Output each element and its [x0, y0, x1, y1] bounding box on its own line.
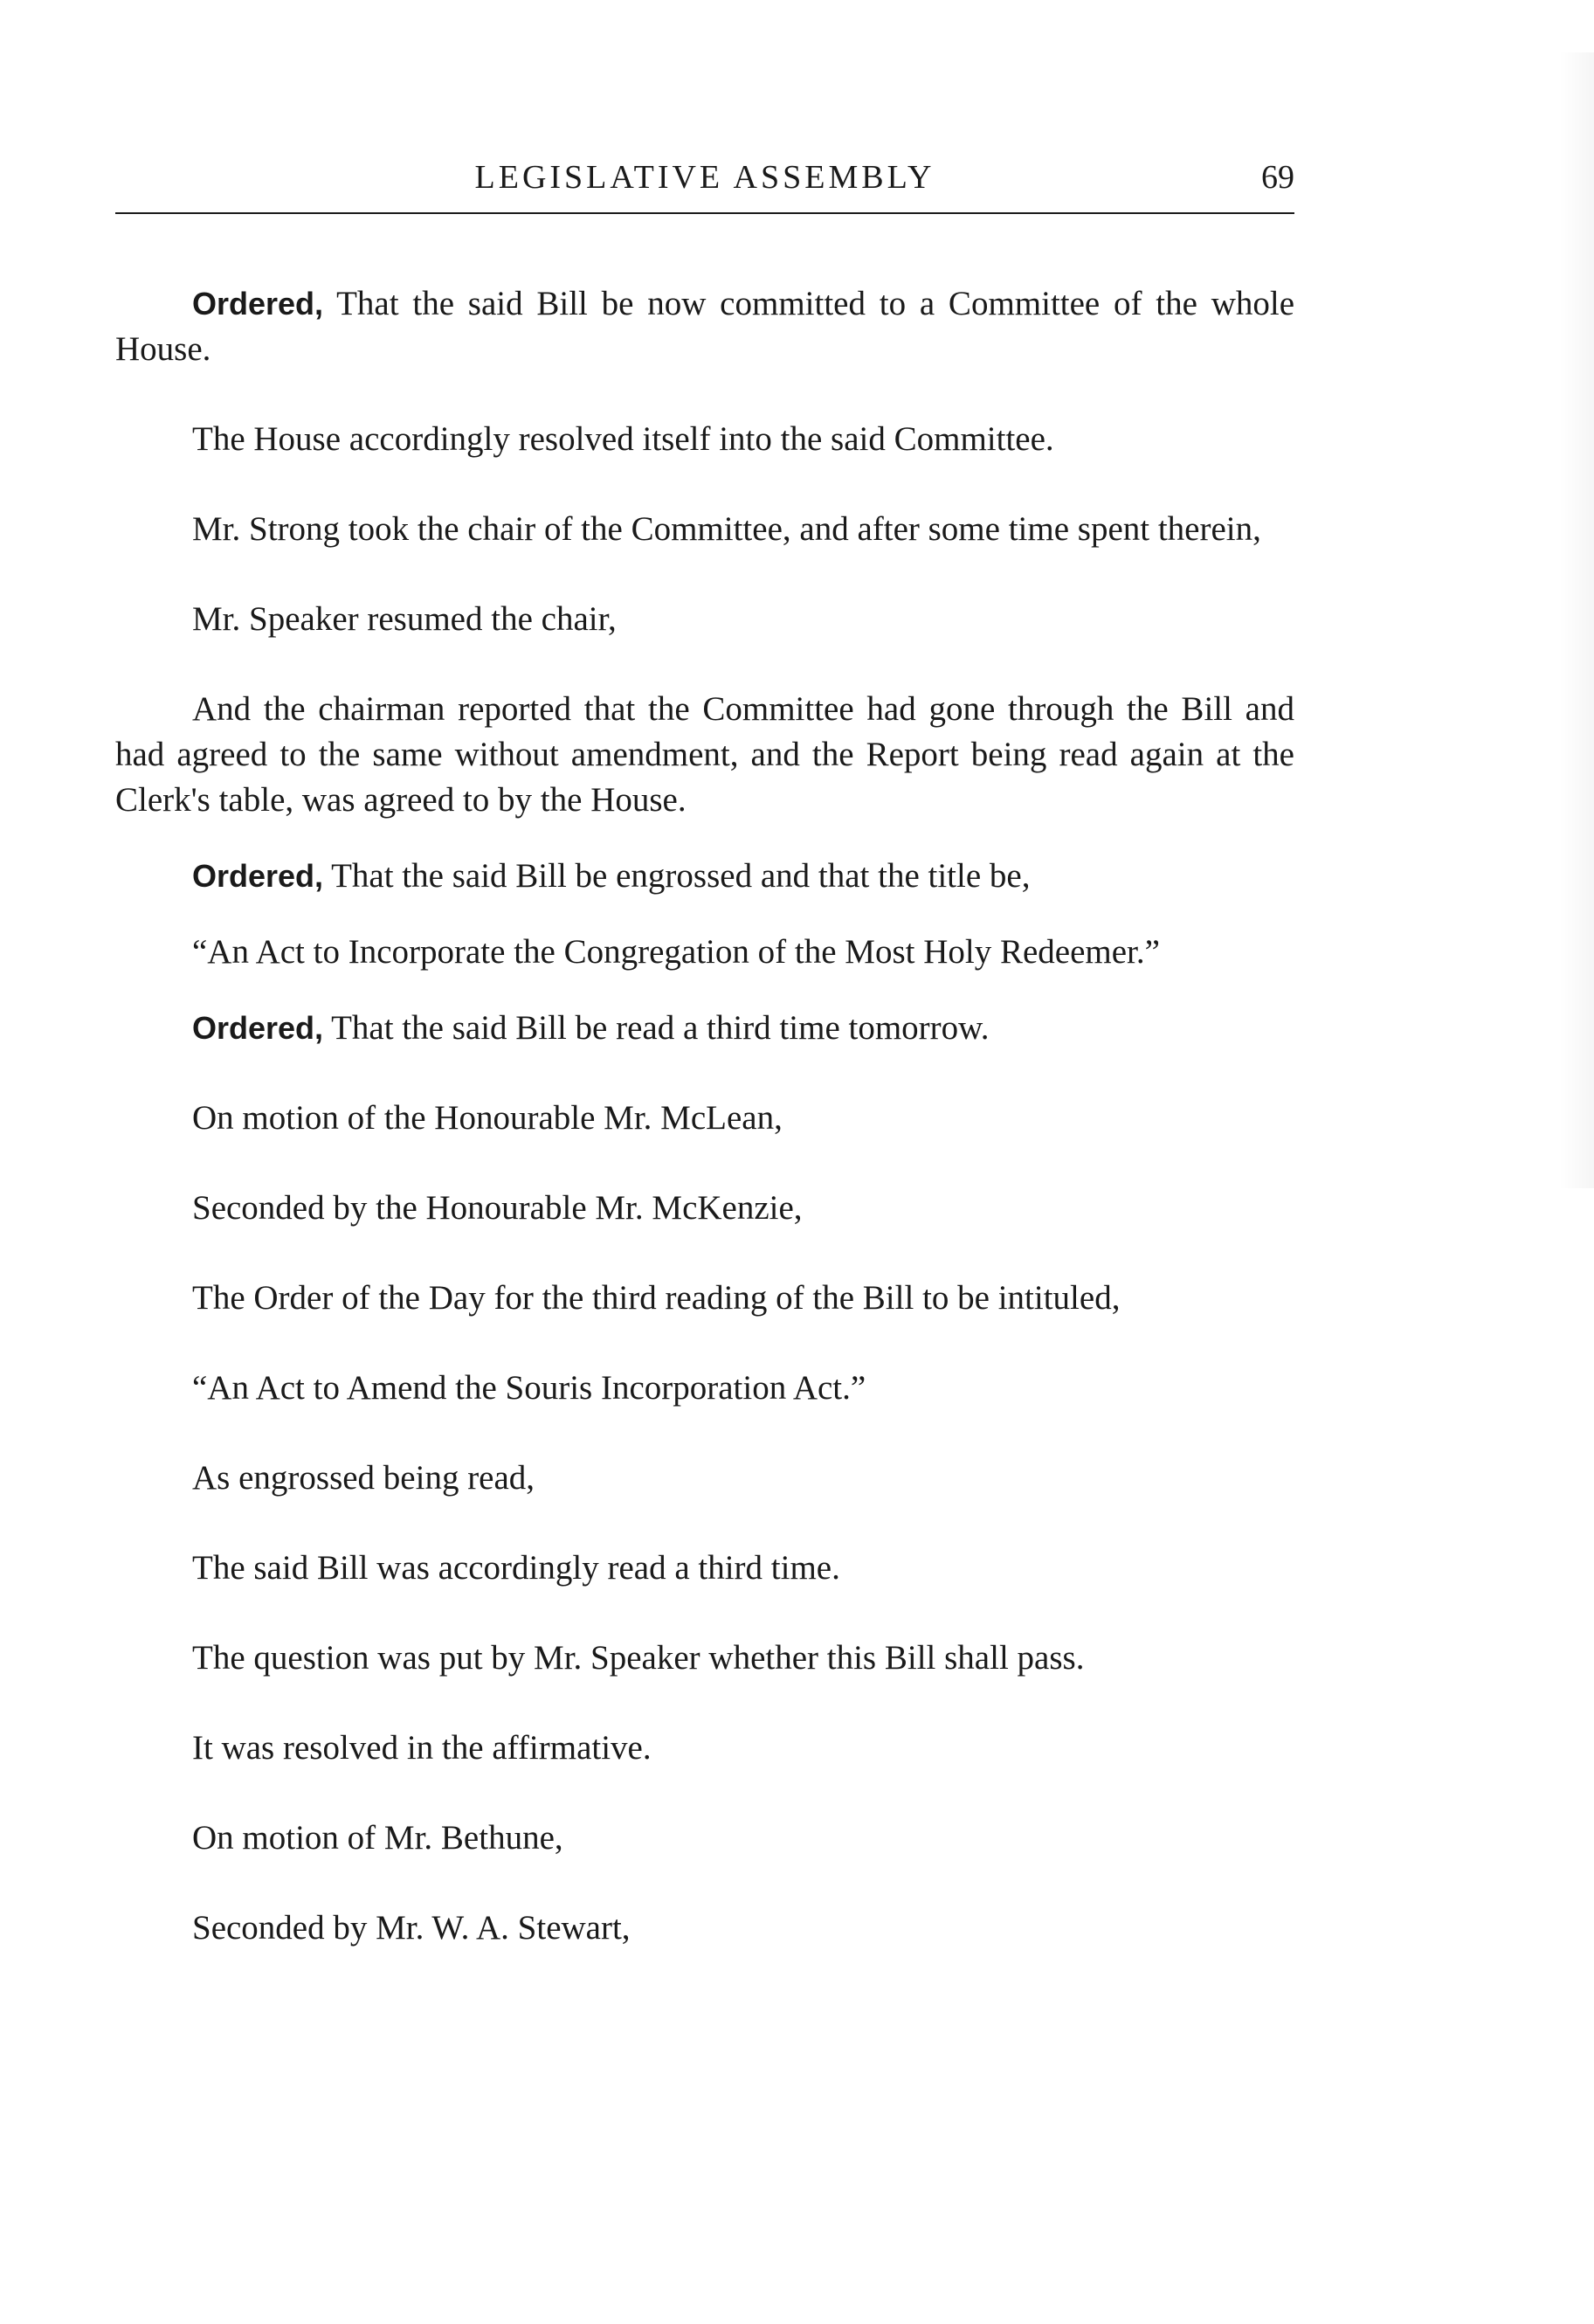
paragraph: [115, 1726, 1294, 1771]
paragraph: [115, 1096, 1294, 1141]
paragraph: [115, 597, 1294, 642]
paragraph: [115, 930, 1294, 975]
paragraph-text: The question was put by Mr. Speaker whether this Bill shall pass.: [192, 1639, 1085, 1677]
body-text: [115, 281, 1294, 1951]
paragraph-text: It was resolved in the affirmative.: [192, 1729, 652, 1767]
page-number: 69: [1261, 159, 1294, 196]
paragraph-text: Mr. Strong took the chair of the Committee, and after some time spent therein,: [192, 510, 1261, 548]
header-title: LEGISLATIVE ASSEMBLY: [474, 159, 935, 196]
paragraph: [115, 417, 1294, 462]
scan-margin-shadow: [1559, 52, 1594, 1188]
paragraph: [115, 281, 1294, 372]
paragraph-text: The House accordingly resolved itself into the said Committee.: [192, 420, 1054, 458]
paragraph: [115, 1546, 1294, 1591]
paragraph: [115, 1006, 1294, 1051]
paragraph: [115, 1276, 1294, 1321]
ordered-label: Ordered,: [192, 286, 324, 322]
paragraph-text: As engrossed being read,: [192, 1459, 535, 1497]
paragraph-text: Seconded by Mr. W. A. Stewart,: [192, 1909, 631, 1947]
paragraph-text: That the said Bill be engrossed and that the title be,: [323, 857, 1031, 895]
paragraph: [115, 1456, 1294, 1501]
paragraph-text: That the said Bill be read a third time tomorrow.: [323, 1009, 990, 1047]
paragraph-text: That the said Bill be now committed to a Committee of the whole House.: [115, 285, 1294, 368]
paragraph: [115, 1636, 1294, 1681]
paragraph-text: The said Bill was accordingly read a third time.: [192, 1549, 840, 1587]
paragraph-text: And the chairman reported that the Committee had gone through the Bill and had agreed to the same without amendment, and the Report being read again at the Clerk's table, was agreed to by the House.: [115, 690, 1294, 819]
paragraph: [115, 687, 1294, 823]
running-header: [115, 156, 1294, 208]
paragraph: [115, 1816, 1294, 1861]
paragraph-text: “An Act to Amend the Souris Incorporation Act.”: [192, 1369, 866, 1407]
paragraph-text: “An Act to Incorporate the Congregation of the Most Holy Redeemer.”: [192, 933, 1160, 971]
ordered-label: Ordered,: [192, 1010, 324, 1046]
paragraph-text: Seconded by the Honourable Mr. McKenzie,: [192, 1189, 803, 1227]
paragraph-text: Mr. Speaker resumed the chair,: [192, 600, 617, 638]
header-rule: [115, 212, 1294, 214]
paragraph: [115, 854, 1294, 899]
paragraph: [115, 1366, 1294, 1411]
ordered-label: Ordered,: [192, 858, 324, 894]
paragraph-text: On motion of the Honourable Mr. McLean,: [192, 1099, 783, 1137]
paragraph: [115, 1906, 1294, 1951]
paragraph: [115, 1186, 1294, 1231]
paragraph-text: The Order of the Day for the third reading of the Bill to be intituled,: [192, 1279, 1121, 1317]
paragraph-text: On motion of Mr. Bethune,: [192, 1819, 563, 1857]
paragraph: [115, 507, 1294, 552]
